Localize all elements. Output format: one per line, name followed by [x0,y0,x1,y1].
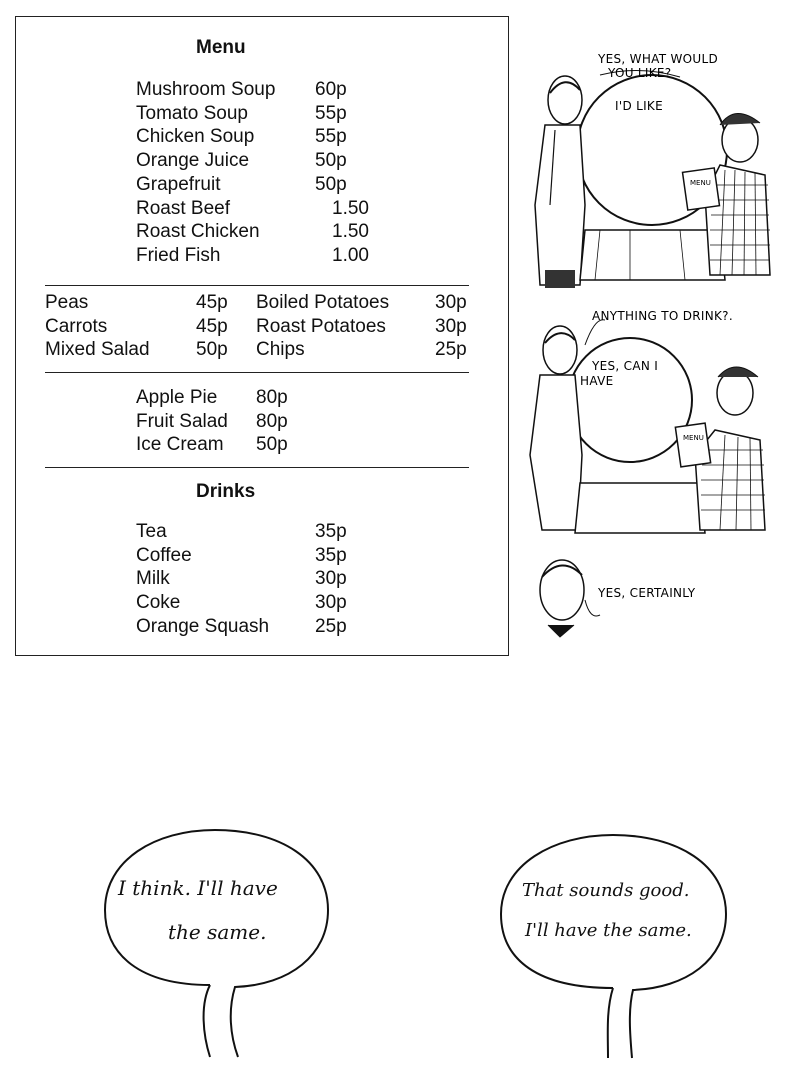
menu-item-price: 1.00 [332,244,369,266]
menu-item-price: 80p [256,387,288,408]
menu-item-name: Grapefruit [136,173,221,195]
menu-item-price: 1.50 [332,197,369,219]
divider [45,467,469,468]
waiter-speech: YES, CERTAINLY [598,586,696,600]
menu-item-name: Tomato Soup [136,102,248,124]
menu-item-name: Peas [45,292,89,313]
waiter-speech: ANYTHING TO DRINK?. [592,309,733,323]
menu-item-price: 30p [315,568,347,590]
menu-item-name: Chicken Soup [136,126,255,148]
menu-item-name: Chips [256,339,305,361]
customer-speech: YES, CAN I [592,359,659,373]
menu-item-price: 35p [315,544,347,566]
menu-item-name: Tea [136,521,167,542]
divider [45,372,469,373]
waiter-speech: YOU LIKE? [608,66,672,80]
menu-item-price: 55p [315,126,347,148]
menu-item-name: Orange Squash [136,615,270,637]
menu-item-price: 45p [196,292,228,313]
menu-item-name: Roast Chicken [136,221,260,243]
menu-item-name: Coffee [136,544,192,566]
drinks-title: Drinks [196,481,256,502]
customer-speech: I'D LIKE [615,99,663,113]
menu-item-name: Mushroom Soup [136,79,276,100]
menu-item-name: Apple Pie [136,387,218,408]
menu-title: Menu [196,37,246,58]
waiter-speech: YES, WHAT WOULD [598,52,718,66]
bubble-text: the same. [168,920,267,944]
menu-item-name: Orange Juice [136,150,250,172]
bubble-text: I think. I'll have [118,876,278,900]
customer-speech: HAVE [580,374,614,388]
menu-item-name: Ice Cream [136,434,224,456]
divider [45,285,469,286]
menu-item-price: 50p [315,173,347,195]
menu-item-name: Boiled Potatoes [256,292,390,313]
menu-item-price: 50p [196,339,228,361]
bubble-text: That sounds good. [522,880,690,901]
menu-item-name: Fruit Salad [136,410,228,432]
menu-item-price: 30p [435,315,467,337]
menu-item-price: 30p [315,592,347,614]
menu-item-name: Carrots [45,315,108,337]
menu-item-price: 1.50 [332,221,369,243]
menu-item-price: 25p [435,339,467,361]
menu-item-price: 25p [315,615,347,637]
menu-item-name: Milk [136,568,170,590]
menu-item-name: Fried Fish [136,244,221,266]
menu-item-name: Mixed Salad [45,339,150,361]
menu-item-name: Coke [136,592,181,614]
menu-item-price: 35p [315,521,347,542]
waiter-customer-illustration [520,45,780,290]
menu-item-name: Roast Beef [136,197,230,219]
menu-item-price: 45p [196,315,228,337]
bubble-text: I'll have the same. [525,920,692,941]
menu-item-price: 50p [256,434,288,456]
menu-item-price: 55p [315,102,347,124]
menu-label: MENU [690,179,711,187]
menu-item-price: 50p [315,150,347,172]
menu-item-price: 30p [435,292,467,313]
menu-label: MENU [683,434,704,442]
speech-bubble-right [498,830,738,1060]
menu-item-price: 60p [315,79,347,100]
waiter-illustration [520,545,740,645]
waiter-customer-illustration [520,305,780,540]
menu-item-price: 80p [256,410,288,432]
menu-item-name: Roast Potatoes [256,315,386,337]
